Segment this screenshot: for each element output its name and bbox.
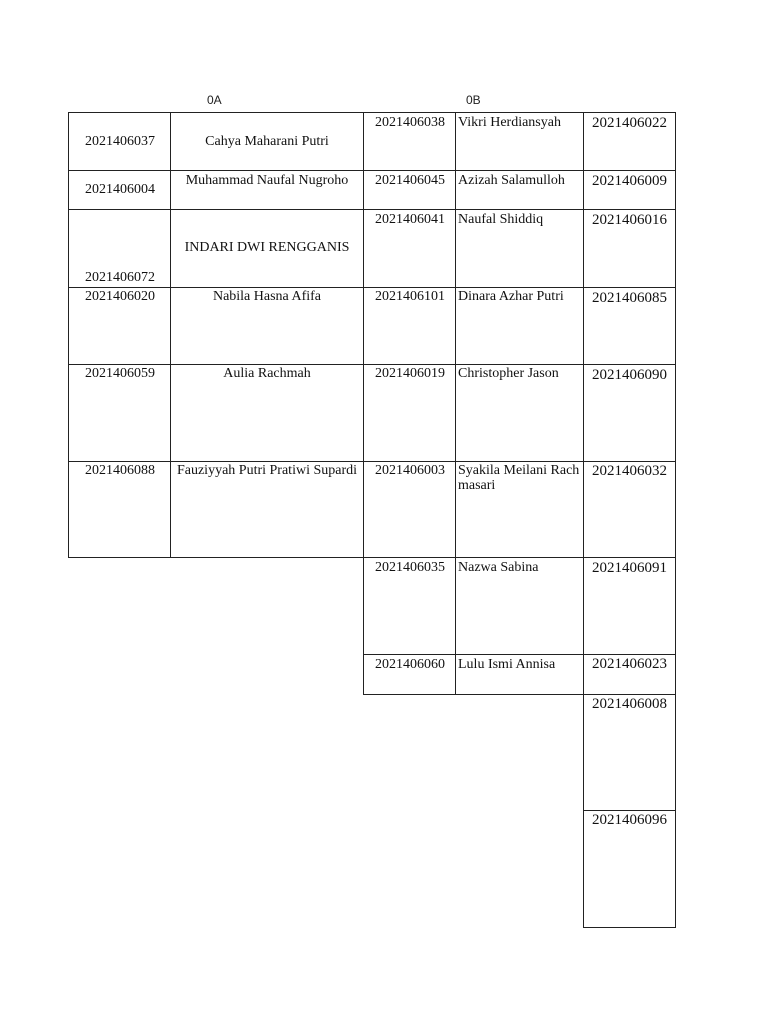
- header-0a: 0A: [207, 93, 222, 107]
- nim-cell: 2021406096: [592, 812, 667, 828]
- table-row: [68, 287, 171, 365]
- nim-cell: 2021406101: [375, 289, 445, 304]
- nim-cell: 2021406032: [592, 463, 667, 479]
- table-row: [583, 654, 676, 695]
- nim-cell: 2021406023: [592, 656, 667, 672]
- table-row: [583, 209, 676, 288]
- nim-cell: 2021406091: [592, 560, 667, 576]
- nim-cell: 2021406088: [85, 463, 155, 478]
- nim-cell: 2021406004: [85, 182, 155, 197]
- student-name: Fauziyyah Putri Pratiwi Supardi: [176, 463, 358, 478]
- table-row: [363, 364, 456, 462]
- name-cell: [455, 654, 584, 695]
- table-row: [583, 287, 676, 365]
- table-row: [68, 364, 171, 462]
- table-row: [363, 209, 456, 288]
- nim-cell: 2021406003: [375, 463, 445, 478]
- nim-cell: 2021406008: [592, 696, 667, 712]
- nim-cell: 2021406060: [375, 657, 445, 672]
- table-row: [583, 112, 676, 171]
- name-cell: [455, 364, 584, 462]
- nim-cell: 2021406085: [592, 290, 667, 306]
- student-name: Christopher Jason: [458, 366, 559, 381]
- student-name: Naufal Shiddiq: [458, 212, 544, 227]
- name-cell: [170, 364, 364, 462]
- name-cell: [170, 461, 364, 558]
- table-row: [363, 287, 456, 365]
- student-name: Muhammad Naufal Nugroho: [185, 173, 349, 188]
- nim-cell: 2021406035: [375, 560, 445, 575]
- nim-cell: 2021406072: [85, 270, 155, 285]
- name-cell: [455, 287, 584, 365]
- nim-cell: 2021406045: [375, 173, 445, 188]
- student-name: Vikri Herdiansyah: [458, 115, 561, 130]
- table-row: [68, 209, 171, 288]
- table-row: [363, 557, 456, 655]
- table-row: [583, 557, 676, 655]
- nim-cell: 2021406020: [85, 289, 155, 304]
- nim-cell: 2021406016: [592, 212, 667, 228]
- student-name: Aulia Rachmah: [223, 366, 311, 381]
- table-row: [583, 170, 676, 210]
- name-cell: [170, 287, 364, 365]
- nim-cell: 2021406022: [592, 115, 667, 131]
- table-row: [583, 810, 676, 928]
- name-cell: [455, 557, 584, 655]
- student-name: Nazwa Sabina: [458, 560, 539, 575]
- table-row: [363, 461, 456, 558]
- name-cell: [455, 170, 584, 210]
- student-name: INDARI DWI RENGGANIS: [184, 240, 350, 255]
- name-cell: [170, 209, 364, 288]
- student-name: Dinara Azhar Putri: [458, 289, 564, 304]
- name-cell: [455, 461, 584, 558]
- nim-cell: 2021406009: [592, 173, 667, 189]
- student-name: Nabila Hasna Afifa: [212, 289, 322, 304]
- table-row: [68, 170, 171, 210]
- nim-cell: 2021406090: [592, 367, 667, 383]
- table-row: [68, 461, 171, 558]
- name-cell: [170, 112, 364, 171]
- table-row: [363, 654, 456, 695]
- nim-cell: 2021406059: [85, 366, 155, 381]
- student-name: Cahya Maharani Putri: [205, 134, 329, 149]
- student-name: Syakila Meilani Rach masari: [458, 463, 580, 493]
- nim-cell: 2021406038: [375, 115, 445, 130]
- table-row: [363, 170, 456, 210]
- table-row: [583, 364, 676, 462]
- header-0b: 0B: [466, 93, 481, 107]
- nim-cell: 2021406037: [85, 134, 155, 149]
- table-row: [363, 112, 456, 171]
- name-cell: [170, 170, 364, 210]
- nim-cell: 2021406019: [375, 366, 445, 381]
- table-row: [583, 694, 676, 811]
- name-cell: [455, 209, 584, 288]
- student-name: Lulu Ismi Annisa: [458, 657, 556, 672]
- table-row: [68, 112, 171, 171]
- nim-cell: 2021406041: [375, 212, 445, 227]
- name-cell: [455, 112, 584, 171]
- student-name: Azizah Salamulloh: [458, 173, 565, 188]
- table-row: [583, 461, 676, 558]
